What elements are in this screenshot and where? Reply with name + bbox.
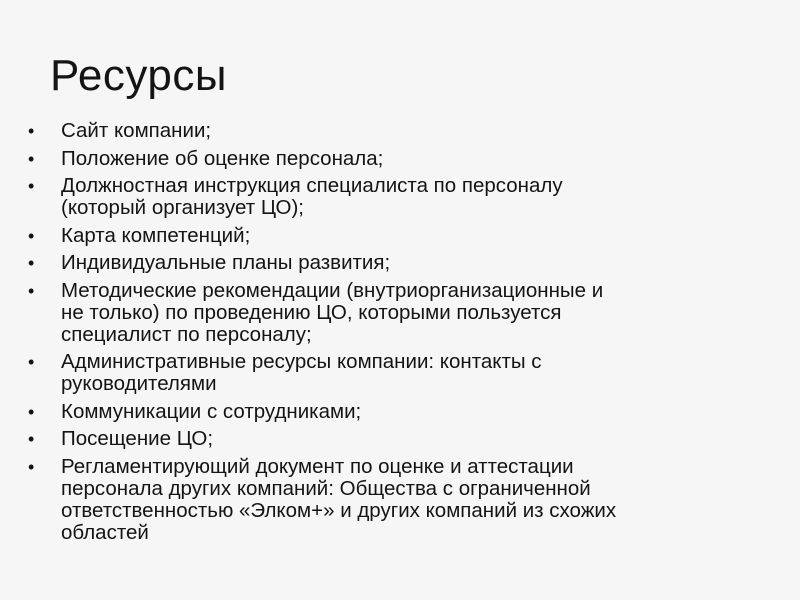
list-item	[28, 428, 758, 450]
bullet-list	[28, 120, 758, 549]
bullet-icon: •	[28, 401, 35, 422]
list-item	[28, 280, 758, 346]
list-item	[28, 252, 758, 274]
bullet-icon: •	[28, 225, 35, 246]
bullet-icon: •	[28, 352, 35, 372]
bullet-icon: •	[28, 148, 35, 169]
list-item	[28, 225, 758, 247]
list-item-text: Посещение ЦО;	[61, 427, 214, 450]
list-item-text: Должностная инструкция специалиста по персоналу (который организует ЦО);	[61, 174, 563, 219]
list-item-text: Сайт компании;	[61, 119, 212, 142]
bullet-icon: •	[28, 429, 35, 449]
bullet-icon: •	[28, 176, 35, 196]
list-item-text: Карта компетенций;	[61, 223, 251, 247]
list-item-text: Административные ресурсы компании: контакты с руководителями	[61, 350, 542, 395]
bullet-icon: •	[28, 253, 35, 273]
list-item-text: Методические рекомендации (внутриорганизационные и не только) по проведению ЦО, которыми пользуется специалист по персоналу;	[61, 278, 604, 346]
list-item	[28, 148, 758, 170]
slide-title: Ресурсы	[50, 51, 227, 100]
list-item	[28, 120, 758, 142]
bullet-icon: •	[28, 121, 35, 141]
bullet-icon: •	[28, 456, 35, 477]
list-item	[28, 175, 758, 219]
list-item	[28, 456, 758, 544]
list-item	[28, 351, 758, 395]
list-item-text: Коммуникации с сотрудниками;	[61, 399, 362, 423]
list-item-text: Положение об оценке персонала;	[61, 146, 384, 170]
list-item-text: Регламентирующий документ по оценке и аттестации персонала других компаний: Общества с ограниченной ответственностью «Элком+» и других компаний из схожих областей	[61, 454, 617, 544]
bullet-icon: •	[28, 280, 35, 301]
list-item-text: Индивидуальные планы развития;	[61, 251, 391, 274]
list-item	[28, 401, 758, 423]
